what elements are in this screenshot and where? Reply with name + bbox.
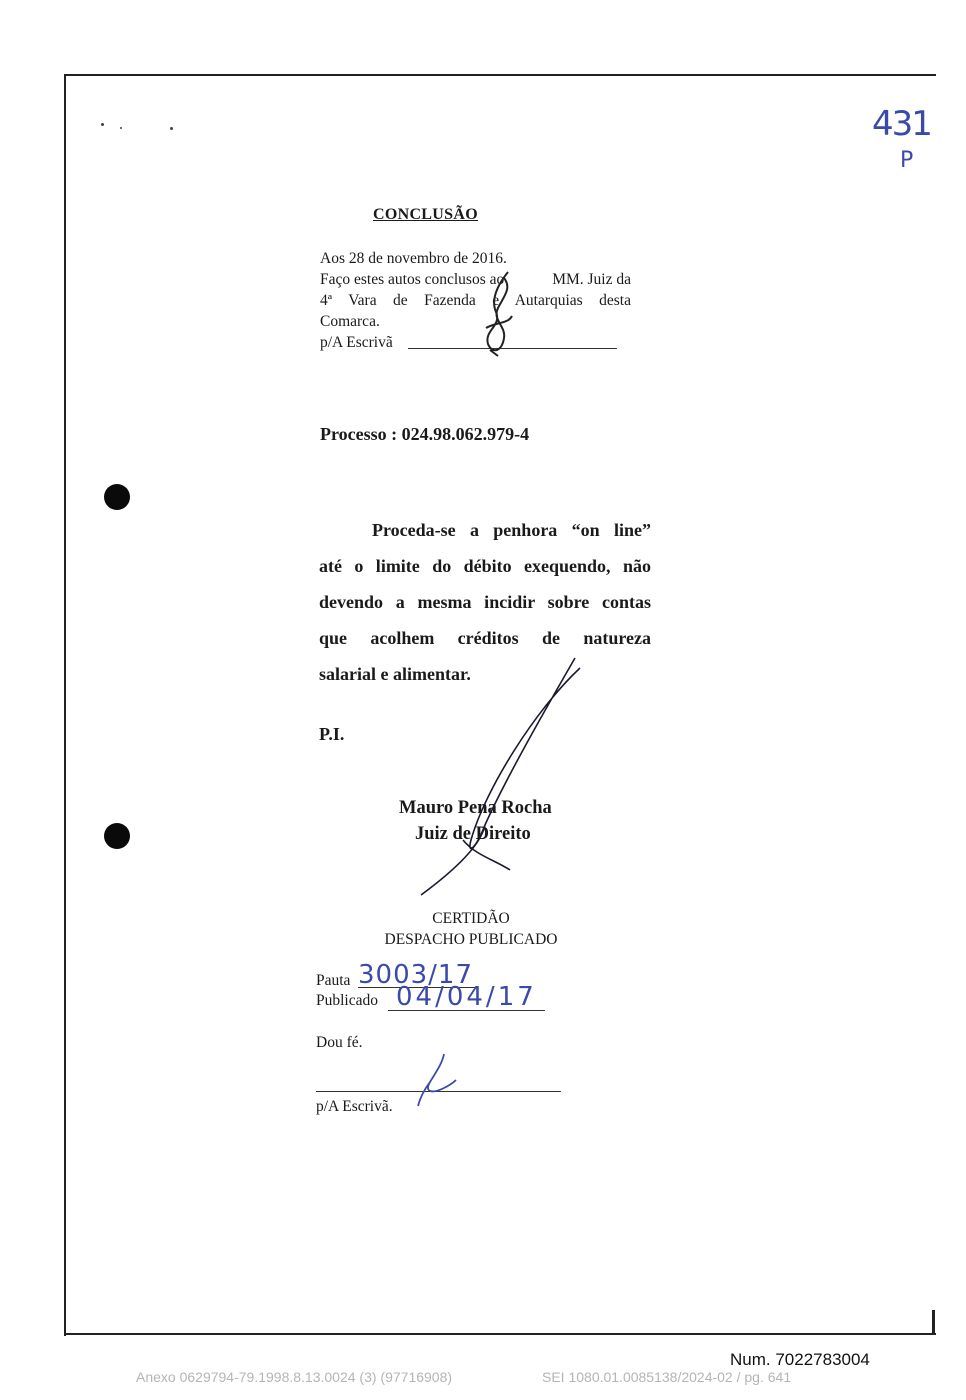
pauta-handwritten-value: 3003/17 (358, 960, 474, 990)
conclusao-line-2 (320, 269, 631, 290)
document-number: Num. 7022783004 (730, 1350, 870, 1369)
conclusao-line-4: Comarca. (320, 313, 380, 330)
conclusao-date: Aos 28 de novembro de 2016. (320, 250, 507, 267)
pauta-label: Pauta (316, 972, 351, 989)
page-border-left (64, 74, 66, 1336)
escriva-signature (478, 268, 518, 360)
page-border-corner (932, 1310, 935, 1335)
processo-number: Processo : 024.98.062.979-4 (320, 424, 530, 444)
footer-anexo-reference: Anexo 0629794-79.1998.8.13.0024 (3) (97716908) (136, 1369, 453, 1385)
conclusao-line-2-left: Faço estes autos conclusos ao (320, 271, 505, 288)
judge-title: Juiz de Direito (415, 824, 531, 844)
publicado-handwritten-value: 04/04/17 (396, 982, 537, 1012)
page-border-top (64, 74, 936, 76)
publicado-label: Publicado (316, 992, 378, 1009)
publique-intime: P.I. (319, 724, 345, 744)
conclusao-line-2-right: MM. Juiz da (552, 271, 631, 288)
page-border-bottom (64, 1333, 936, 1335)
scan-speck (120, 127, 122, 129)
certidao-subtitle: DESPACHO PUBLICADO (384, 931, 558, 948)
punch-hole-bottom (104, 823, 130, 849)
certidao-title: CERTIDÃO (432, 910, 510, 927)
scan-speck (170, 127, 173, 130)
certidao-signature (410, 1050, 470, 1110)
despacho-line-3: devendo a mesma incidir sobre contas (319, 592, 651, 612)
conclusao-line-3: 4ª Vara de Fazenda e Autarquias desta (320, 292, 631, 309)
despacho-line-1: Proceda-se a penhora “on line” (372, 520, 651, 540)
footer-sei-reference: SEI 1080.01.0085138/2024-02 / pg. 641 (542, 1369, 792, 1385)
judge-signature (415, 650, 585, 900)
conclusao-escriva-label: p/A Escrivã (320, 334, 393, 351)
despacho-line-5: salarial e alimentar. (319, 664, 471, 684)
punch-hole-top (104, 484, 130, 510)
judge-name: Mauro Pena Rocha (399, 798, 552, 818)
conclusao-title: CONCLUSÃO (373, 206, 478, 223)
handwritten-page-number: 431 (872, 104, 931, 144)
scan-speck (101, 123, 104, 126)
handwritten-page-letter: P (900, 148, 914, 173)
dou-fe: Dou fé. (316, 1034, 363, 1051)
despacho-line-2: até o limite do débito exequendo, não (319, 556, 651, 576)
despacho-line-4: que acolhem créditos de natureza (319, 628, 651, 648)
certidao-escriva-label: p/A Escrivã. (316, 1098, 393, 1115)
